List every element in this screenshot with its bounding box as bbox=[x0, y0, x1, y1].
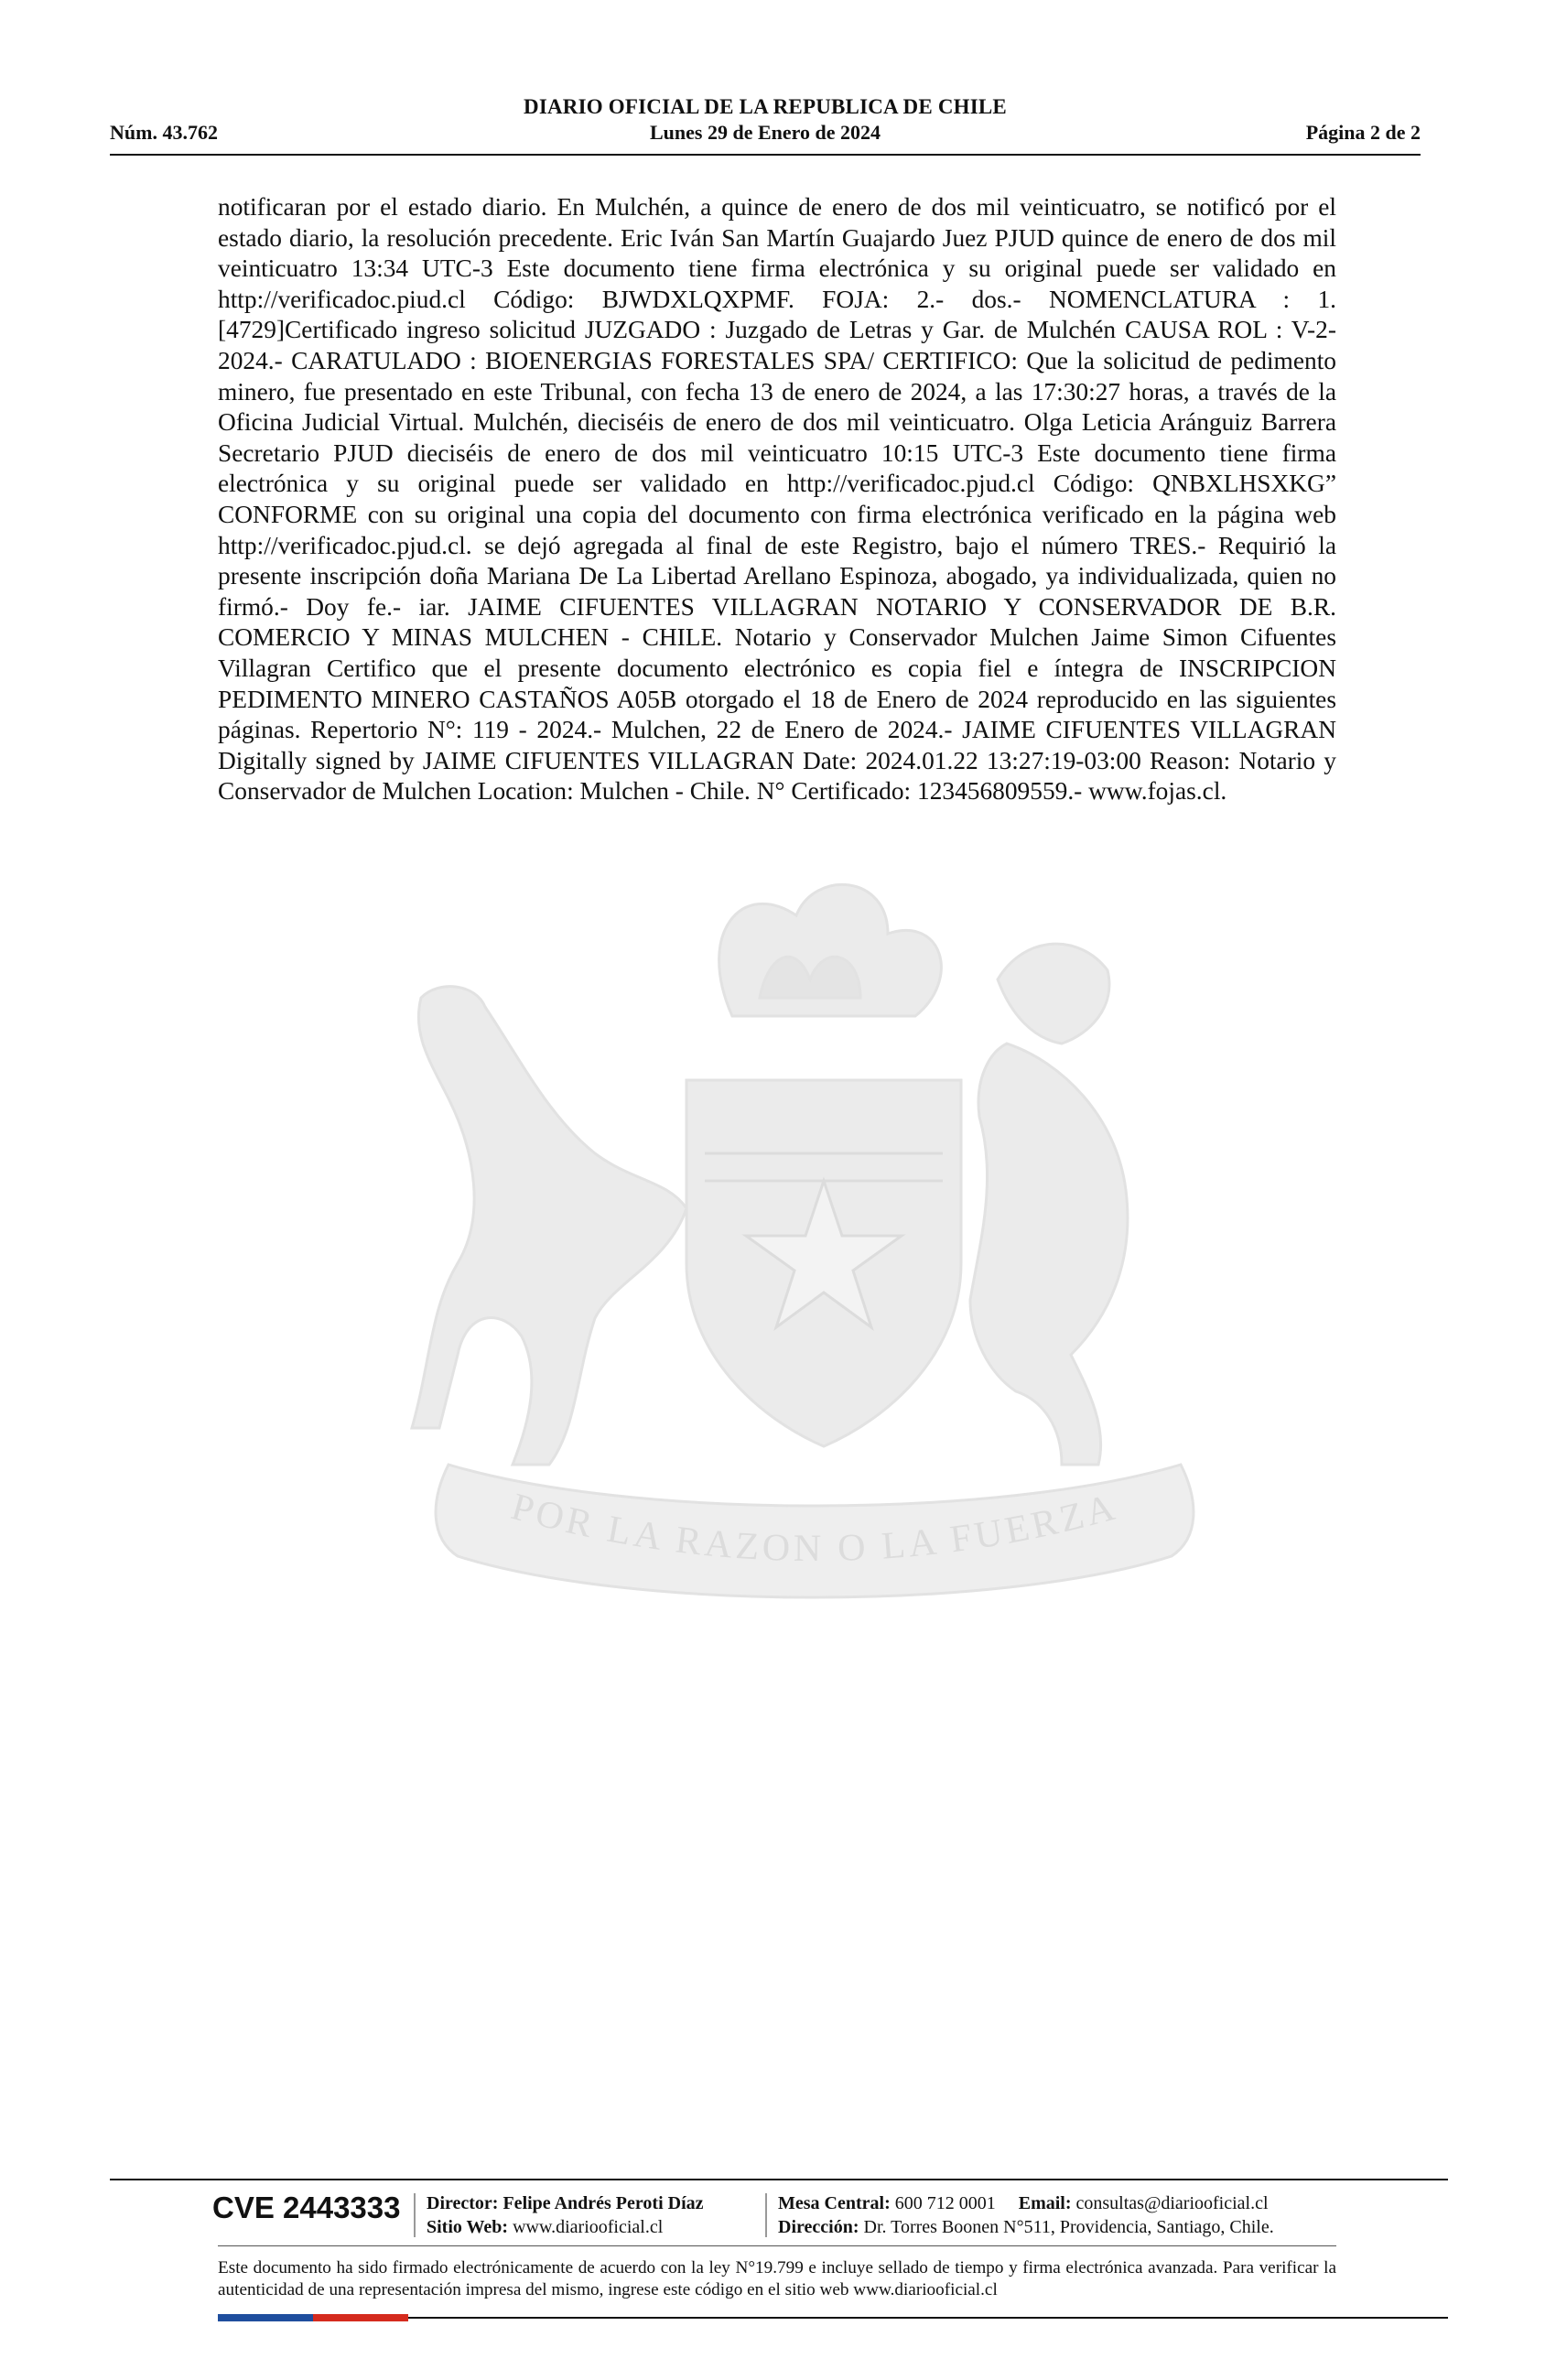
seal-motto: POR LA RAZON O LA FUERZA bbox=[506, 1486, 1123, 1571]
issue-number: Núm. 43.762 bbox=[110, 121, 218, 144]
footer-contact-block bbox=[778, 2191, 1274, 2239]
email-label: Email: bbox=[1018, 2193, 1072, 2213]
website-line bbox=[427, 2215, 704, 2239]
footer-top-divider bbox=[110, 2179, 1448, 2180]
coat-of-arms-watermark-icon bbox=[302, 879, 1318, 1666]
document-body: notificaran por el estado diario. En Mulchén, a quince de enero de dos mil veinticuatro, se notificó por el estado diario, la resolución precedente. Eric Iván San Martín Guajardo Juez PJUD quince de enero de dos mil veinticuatro 13:34 UTC-3 Este documento tiene firma electrónica y su original puede ser validado en http://verificadoc.piud.cl Código: BJWDXLQXPMF. FOJA: 2.- dos.- NOMENCLATURA : 1. [4729]Certificado ingreso solicitud JUZGADO : Juzgado de Letras y Gar. de Mulchén CAUSA ROL : V-2-2024.- CARATULADO : BIOENERGIAS FORESTALES SPA/ CERTIFICO: Que la solicitud de pedimento minero, fue presentado en este Tribunal, con fecha 13 de enero de 2024, a las 17:30:27 horas, a través de la Oficina Judicial Virtual. Mulchén, dieciséis de enero de dos mil veinticuatro. Olga Leticia Aránguiz Barrera Secretario PJUD dieciséis de enero de dos mil veinticuatro 10:15 UTC-3 Este documento tiene firma electrónica y su original puede ser validado en http://verificadoc.pjud.cl Código: QNBXLHSXKG” CONFORME con su original una copia del documento con firma electrónica verificado en la página web http://verificadoc.pjud.cl. se dejó agregada al final de este Registro, bajo el número TRES.- Requirió la presente inscripción doña Mariana De La Libertad Arellano Espinoza, abogado, ya individualizada, quien no firmó.- Doy fe.- iar. JAIME CIFUENTES VILLAGRAN NOTARIO Y CONSERVADOR DE B.R. COMERCIO Y MINAS MULCHEN - CHILE. Notario y Conservador Mulchen Jaime Simon Cifuentes Villagran Certifico que el presente documento electrónico es copia fiel e íntegra de INSCRIPCION PEDIMENTO MINERO CASTAÑOS A05B otorgado el 18 de Enero de 2024 reproducido en las siguientes páginas. Repertorio N°: 119 - 2024.- Mulchen, 22 de Enero de 2024.- JAIME CIFUENTES VILLAGRAN Digitally signed by JAIME CIFUENTES VILLAGRAN Date: 2024.01.22 13:27:19-03:00 Reason: Notario y Conservador de Mulchen Location: Mulchen - Chile. N° Certificado: 123456809559.- www.fojas.cl. bbox=[218, 193, 1336, 806]
issue-date: Lunes 29 de Enero de 2024 bbox=[649, 121, 881, 144]
director-label: Director: bbox=[427, 2193, 499, 2213]
page-indicator: Página 2 de 2 bbox=[1305, 121, 1421, 144]
contact-line bbox=[778, 2191, 1274, 2215]
mesa-label: Mesa Central: bbox=[778, 2193, 891, 2213]
legal-notice: Este documento ha sido firmado electrónicamente de acuerdo con la ley N°19.799 e incluye sellado de tiempo y firma electrónica avanzada. Para verificar la autenticidad de una representación impresa del mismo, ingrese este código en el sitio web www.diariooficial.cl bbox=[218, 2258, 1336, 2299]
address-label: Dirección: bbox=[778, 2217, 859, 2237]
footer-mid-divider bbox=[218, 2245, 1336, 2246]
address-value: Dr. Torres Boonen N°511, Providencia, Santiago, Chile. bbox=[863, 2217, 1274, 2237]
footer-column-divider bbox=[414, 2193, 416, 2237]
cve-code: CVE 2443333 bbox=[212, 2191, 401, 2224]
footer-column-divider bbox=[765, 2193, 767, 2237]
footer-bottom-divider bbox=[408, 2317, 1448, 2319]
page-header bbox=[110, 93, 1421, 157]
website-link[interactable]: www.diariooficial.cl bbox=[513, 2217, 664, 2237]
website-label: Sitio Web: bbox=[427, 2217, 509, 2237]
mesa-phone: 600 712 0001 bbox=[894, 2193, 996, 2213]
footer-director-block bbox=[427, 2191, 704, 2239]
director-name: Felipe Andrés Peroti Díaz bbox=[502, 2193, 704, 2213]
gazette-title: DIARIO OFICIAL DE LA REPUBLICA DE CHILE bbox=[524, 95, 1007, 118]
flag-red-segment bbox=[313, 2314, 408, 2321]
director-line bbox=[427, 2191, 704, 2215]
flag-blue-segment bbox=[218, 2314, 313, 2321]
email-link[interactable]: consultas@diariooficial.cl bbox=[1075, 2193, 1269, 2213]
flag-color-bar bbox=[218, 2314, 408, 2321]
address-line bbox=[778, 2215, 1274, 2239]
header-divider bbox=[110, 154, 1421, 156]
